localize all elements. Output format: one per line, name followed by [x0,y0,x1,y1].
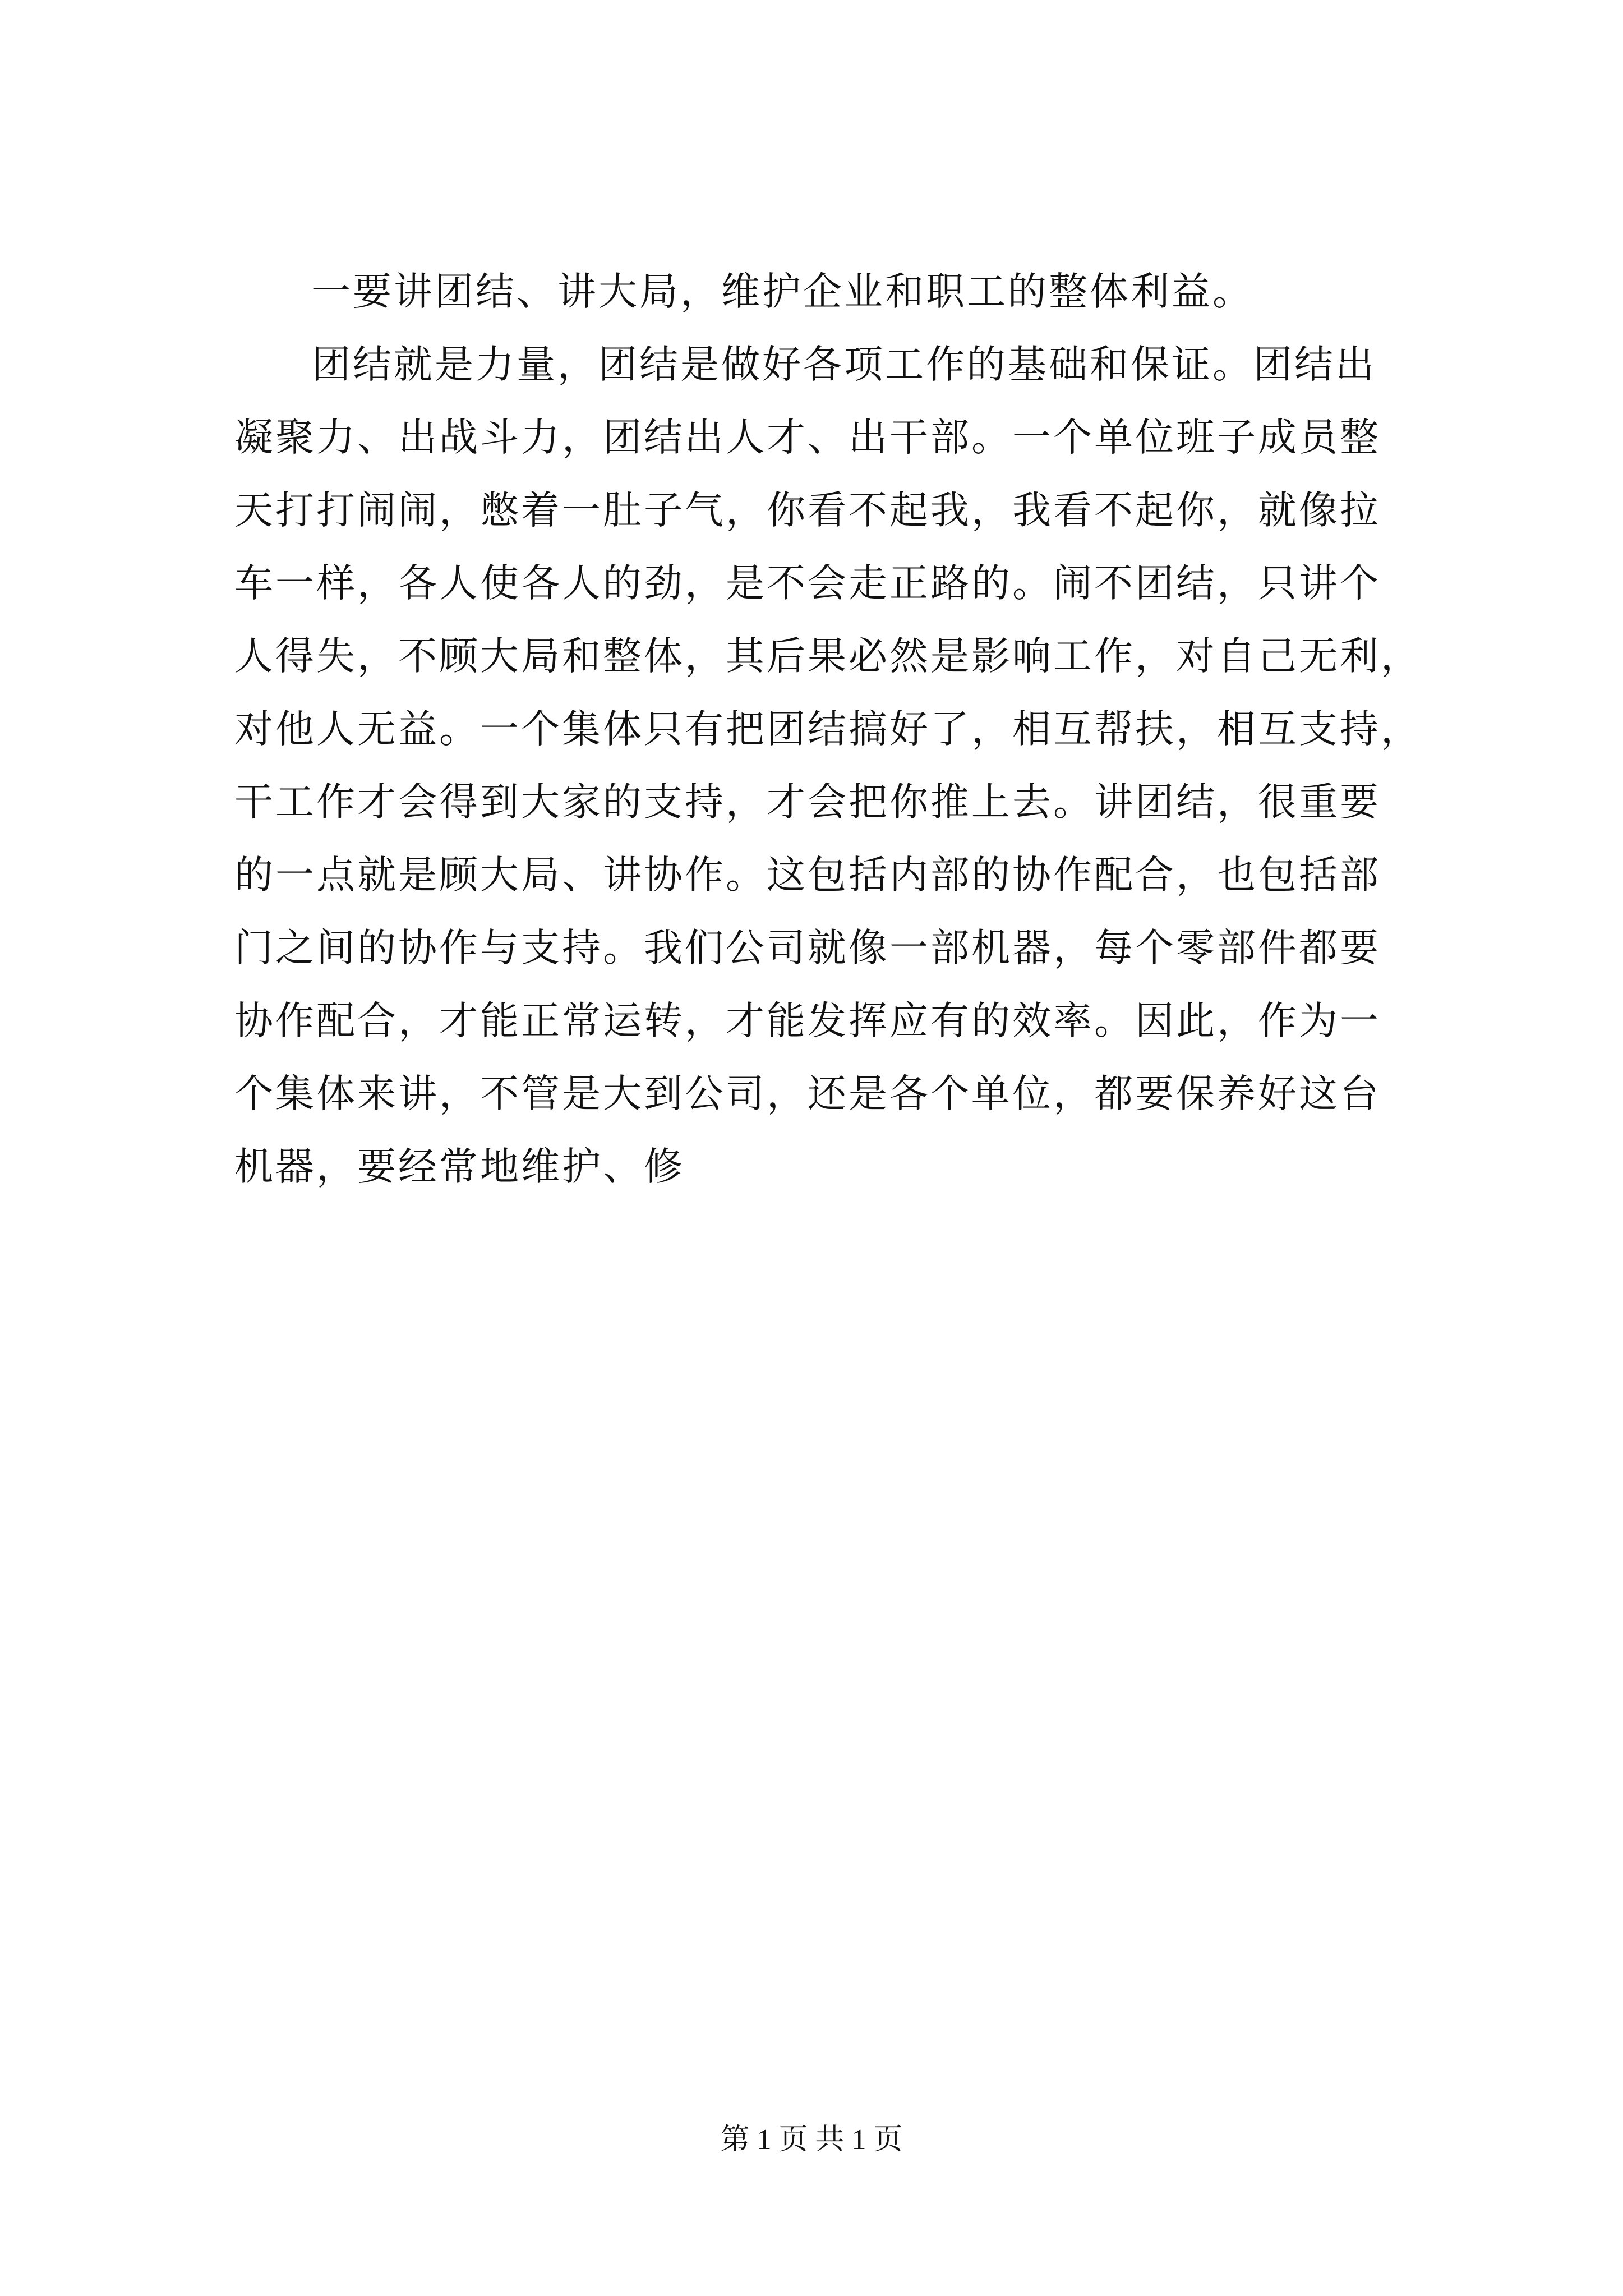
paragraph-line: 人得失，不顾大局和整体，其后果必然是影响工作，对自己无利， [234,634,1422,679]
paragraph-line: 的一点就是顾大局、讲协作。这包括内部的协作配合，也包括部 [234,853,1381,898]
paragraph-line: 对他人无益。一个集体只有把团结搞好了，相互帮扶，相互支持， [234,707,1422,752]
section-heading: 一要讲团结、讲大局，维护企业和职工的整体利益。 [312,269,1253,314]
paragraph [234,328,1422,1203]
document-body [234,255,1422,1203]
paragraph-line: 协作配合，才能正常运转，才能发挥应有的效率。因此，作为一 [234,999,1381,1043]
paragraph-line: 团结就是力量，团结是做好各项工作的基础和保证。团结出 [312,342,1376,387]
paragraph-line: 车一样，各人使各人的劲，是不会走正路的。闹不团结，只讲个 [234,561,1381,606]
paragraph-line: 个集体来讲，不管是大到公司，还是各个单位，都要保养好这台 [234,1071,1381,1116]
paragraph-line: 干工作才会得到大家的支持，才会把你推上去。讲团结，很重要 [234,780,1381,825]
paragraph-line: 机器，要经常地维护、修 [234,1144,685,1189]
paragraph-line: 凝聚力、出战斗力，团结出人才、出干部。一个单位班子成员整 [234,415,1381,460]
page-footer: 第 1 页 共 1 页 [720,2124,903,2156]
paragraph-line: 天打打闹闹，憋着一肚子气，你看不起我，我看不起你，就像拉 [234,488,1381,533]
paragraph-line: 门之间的协作与支持。我们公司就像一部机器，每个零部件都要 [234,926,1381,970]
